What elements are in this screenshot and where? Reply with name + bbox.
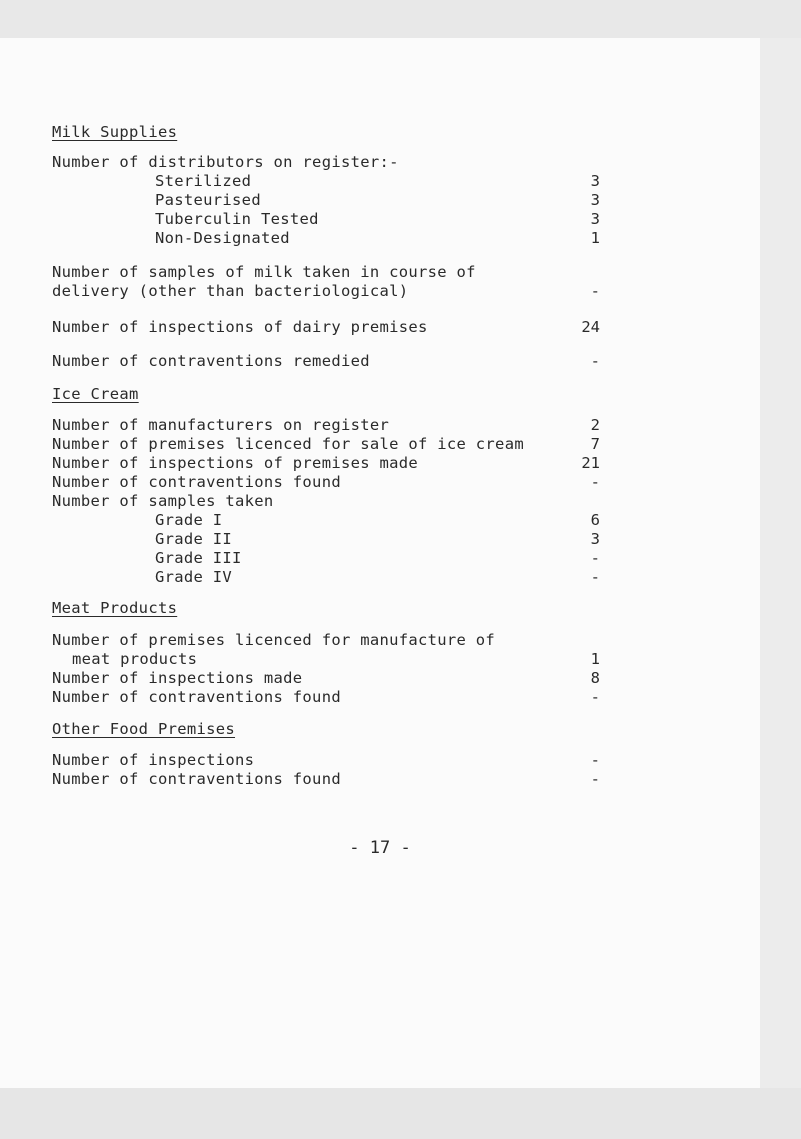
ice-cream-heading: Ice Cream (52, 385, 139, 403)
ice-contraventions-value: - (590, 473, 600, 491)
meat-contraventions-value: - (590, 688, 600, 706)
other-contraventions-value: - (590, 770, 600, 788)
other-inspections-value: - (590, 751, 600, 769)
ice-manufacturers-value: 2 (590, 416, 600, 434)
dairy-inspections-value: 24 (581, 318, 600, 336)
document-page (0, 38, 760, 1088)
pasteurised-label: Pasteurised (155, 191, 261, 209)
pasteurised-value: 3 (590, 191, 600, 209)
nondesignated-label: Non-Designated (155, 229, 290, 247)
tuberculin-value: 3 (590, 210, 600, 228)
meat-inspections-value: 8 (590, 669, 600, 687)
tuberculin-label: Tuberculin Tested (155, 210, 319, 228)
ice-licenced-value: 7 (590, 435, 600, 453)
ice-contraventions-label: Number of contraventions found (52, 473, 341, 491)
scan-bottom-margin (0, 1088, 801, 1139)
ice-licenced-label: Number of premises licenced for sale of ice cream (52, 435, 524, 453)
nondesignated-value: 1 (590, 229, 600, 247)
grade4-label: Grade IV (155, 568, 233, 586)
grade3-label: Grade III (155, 549, 242, 567)
other-contraventions-label: Number of contraventions found (52, 770, 341, 788)
meat-premises-line1: Number of premises licenced for manufacture of (52, 631, 496, 649)
grade3-value: - (590, 549, 600, 567)
meat-inspections-label: Number of inspections made (52, 669, 303, 687)
meat-premises-line2: meat products (72, 650, 198, 668)
grade1-value: 6 (590, 511, 600, 529)
grade2-label: Grade II (155, 530, 233, 548)
milk-samples-value: - (590, 282, 600, 300)
scan-right-margin (760, 38, 801, 1088)
ice-manufacturers-label: Number of manufacturers on register (52, 416, 390, 434)
other-inspections-label: Number of inspections (52, 751, 255, 769)
ice-inspections-label: Number of inspections of premises made (52, 454, 419, 472)
grade2-value: 3 (590, 530, 600, 548)
milk-samples-line1: Number of samples of milk taken in course of (52, 263, 476, 281)
milk-supplies-heading: Milk Supplies (52, 123, 178, 141)
other-food-heading: Other Food Premises (52, 720, 236, 738)
ice-samples-label: Number of samples taken (52, 492, 274, 510)
grade1-label: Grade I (155, 511, 223, 529)
scan-top-margin (0, 0, 801, 38)
sterilized-value: 3 (590, 172, 600, 190)
meat-products-heading: Meat Products (52, 599, 178, 617)
page-number: - 17 - (349, 838, 411, 858)
grade4-value: - (590, 568, 600, 586)
sterilized-label: Sterilized (155, 172, 252, 190)
meat-premises-value: 1 (590, 650, 600, 668)
distributors-label: Number of distributors on register:- (52, 153, 399, 171)
milk-samples-line2: delivery (other than bacteriological) (52, 282, 409, 300)
milk-contraventions-value: - (590, 352, 600, 370)
dairy-inspections-label: Number of inspections of dairy premises (52, 318, 428, 336)
ice-inspections-value: 21 (581, 454, 600, 472)
milk-contraventions-label: Number of contraventions remedied (52, 352, 370, 370)
meat-contraventions-label: Number of contraventions found (52, 688, 341, 706)
